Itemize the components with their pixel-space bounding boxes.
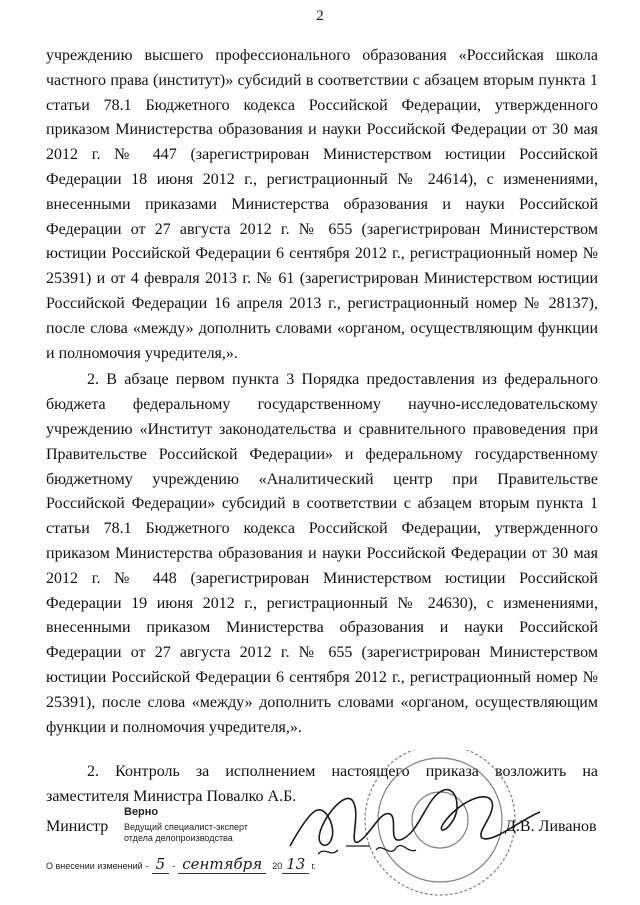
certification-line-2: отдела делопроизводства bbox=[124, 833, 233, 843]
changes-note-month: сентября bbox=[178, 855, 266, 874]
page-number: 2 bbox=[316, 8, 324, 24]
changes-note-day: 5 bbox=[152, 855, 170, 874]
changes-note-line: О внесении изменений - 5 - сентября 20 13 г. bbox=[46, 855, 316, 873]
clerk-handwriting-icon bbox=[318, 845, 416, 854]
paragraph-control-clause: 2. Контроль за исполнением настоящего приказа возложить на заместителя Министра Повалко А.Б. bbox=[46, 763, 598, 806]
certification-line-1: Ведущий специалист-эксперт bbox=[124, 822, 248, 832]
document-body bbox=[46, 44, 598, 810]
copy-certification bbox=[124, 806, 248, 844]
minister-position-label: Министр bbox=[46, 818, 109, 835]
paragraph-continuation: учреждению высшего профессионального образования «Российская школа частного права (институт)» субсидий в соответствии с абзацем вторым пункта 1 статьи 78.1 Бюджетного кодекса Российской Федерации, утвержденного приказом Министерства образования и науки Российской Федерации от 30 мая 2012 г. № 447 (зарегистрирован Министерством юстиции Российской Федерации 18 июня 2012 г., регистрационный № 24614), с изменениями, внесенными приказами Министерства образования и науки Российской Федерации от 27 августа 2012 г. № 655 (зарегистрирован Министерством юстиции Российской Федерации 6 сентября 2012 г., регистрационный номер № 25391) и от 4 февраля 2013 г. № 61 (зарегистрирован Министерством юстиции Российской Федерации 16 апреля 2013 г., регистрационный номер № 28137), после слова «между» дополнить словами «органом, осуществляющим функции и полномочия учредителя,». bbox=[46, 47, 598, 362]
official-seal-icon bbox=[365, 750, 515, 895]
changes-note-year-prefix: 20 bbox=[272, 861, 283, 871]
minister-name: Д.В. Ливанов bbox=[505, 818, 597, 835]
changes-note-label: О внесении изменений bbox=[46, 861, 143, 871]
changes-note-year-hand: 13 bbox=[282, 855, 309, 874]
paragraph-item-2-budget: 2. В абзаце первом пункта 3 Порядка предоставления из федерального бюджета федеральному государственному научно-исследовательскому учреждению «Институт законодательства и сравнительного правоведения при Правительстве Российской Федерации» и федеральному государственному бюджетному учреждению «Аналитический центр при Правительстве Российской Федерации» субсидий в соответствии с абзацем вторым пункта 1 статьи 78.1 Бюджетного кодекса Российской Федерации, утвержденного приказом Министерства образования и науки Российской Федерации от 30 мая 2012 г. № 448 (зарегистрирован Министерством юстиции Российской Федерации 19 июня 2012 г., регистрационный № 24630), с изменениями, внесенными приказом Министерства образования и науки Российской Федерации от 27 августа 2012 г. № 655 (зарегистрирован Министерством юстиции Российской Федерации 6 сентября 2012 г., регистрационный номер № 25391), после слова «между» дополнить словами «органом, осуществляющим функции и полномочия учредителя,». bbox=[46, 371, 598, 736]
certification-title: Верно bbox=[124, 806, 159, 818]
changes-note-year-suffix: г. bbox=[311, 861, 316, 871]
